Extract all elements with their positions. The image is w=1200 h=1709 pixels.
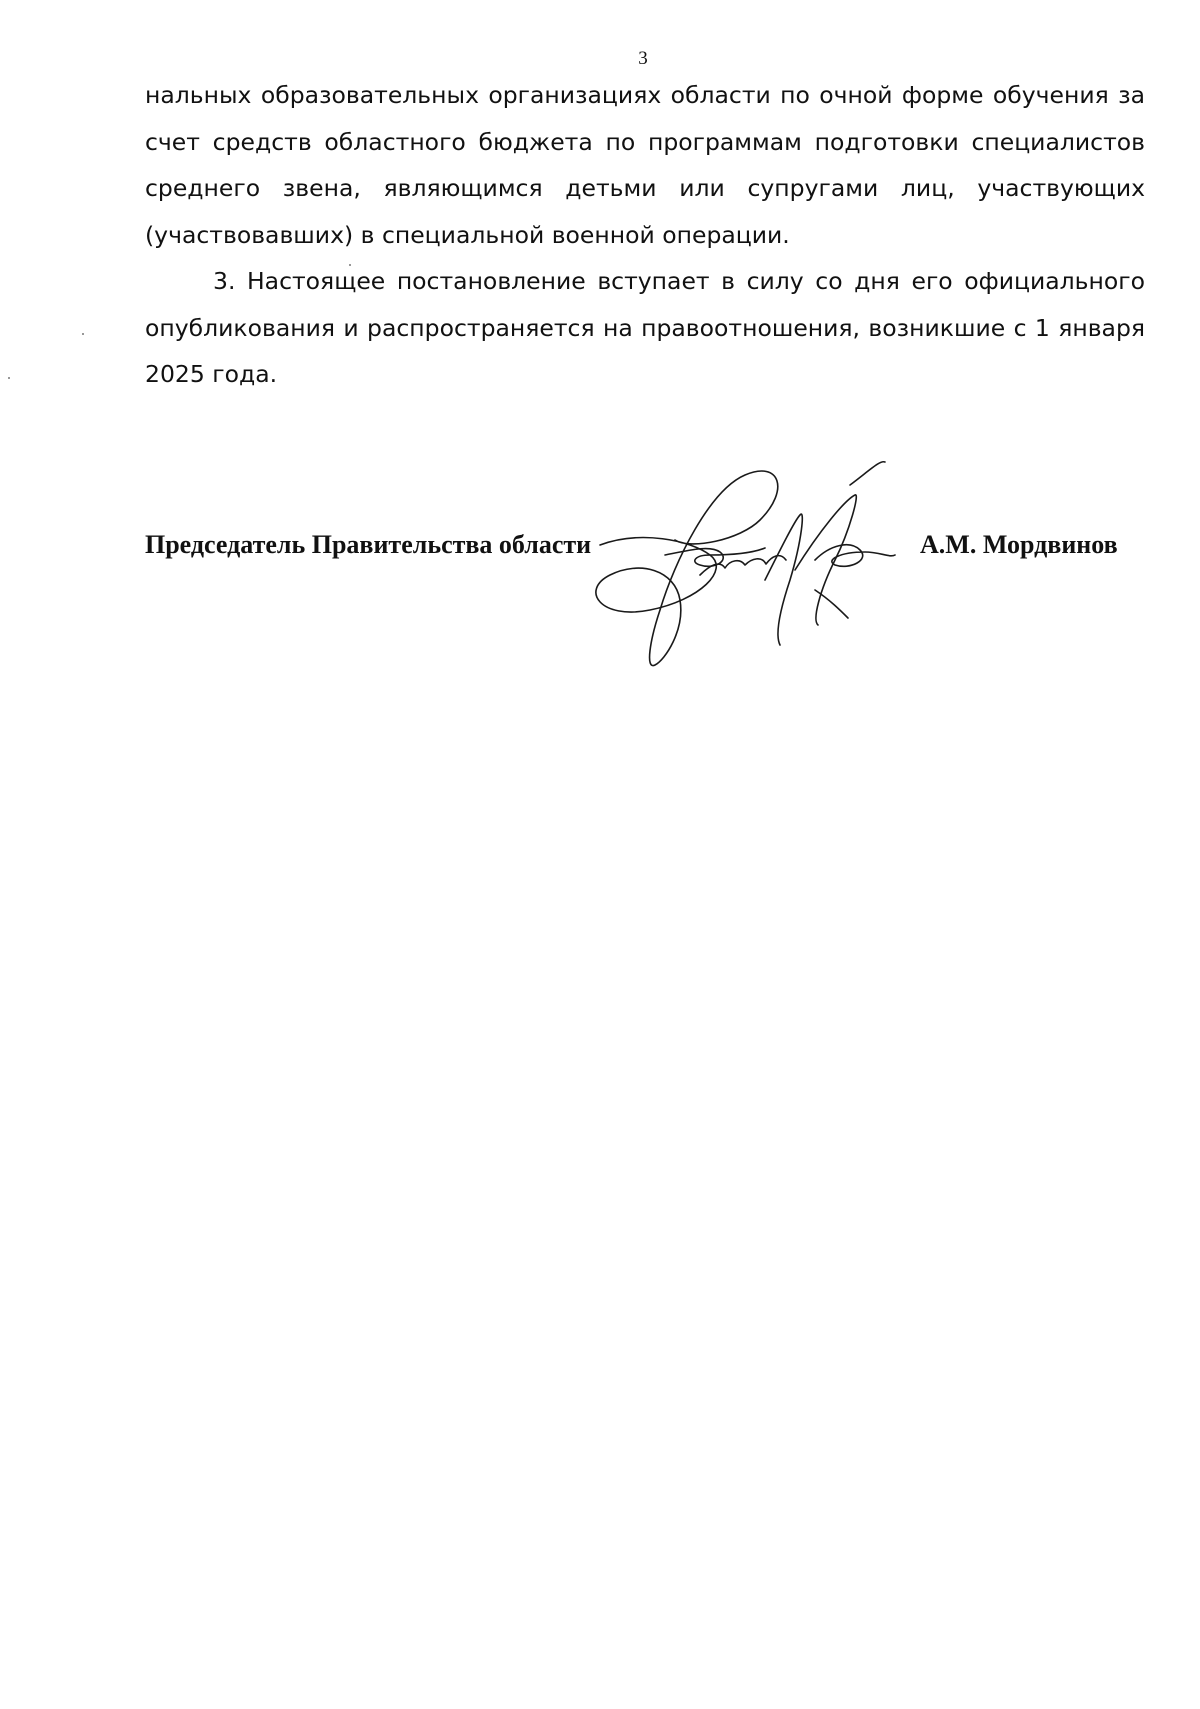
paragraph-item-3: 3. Настоящее постановление вступает в силу со дня его официального опубликования и распространяется на правоотношения, возникшие с 1 января 2025 года. (145, 267, 1145, 388)
signer-name: А.М. Мордвинов (920, 530, 1118, 559)
scan-speck (82, 333, 84, 335)
handwritten-signature (580, 460, 960, 675)
page-number: 3 (638, 48, 648, 69)
signatory-position: Председатель Правительства области (145, 530, 592, 559)
scan-speck (8, 377, 10, 379)
document-body (145, 72, 1145, 398)
paragraph-continuation: нальных образовательных организациях области по очной форме обучения за счет средств областного бюджета по программам подготовки специалистов среднего звена, являющимся детьми или супругами лиц, участвующих (участвовавших) в специальной военной операции. (145, 81, 1145, 249)
scan-speck (349, 264, 351, 266)
